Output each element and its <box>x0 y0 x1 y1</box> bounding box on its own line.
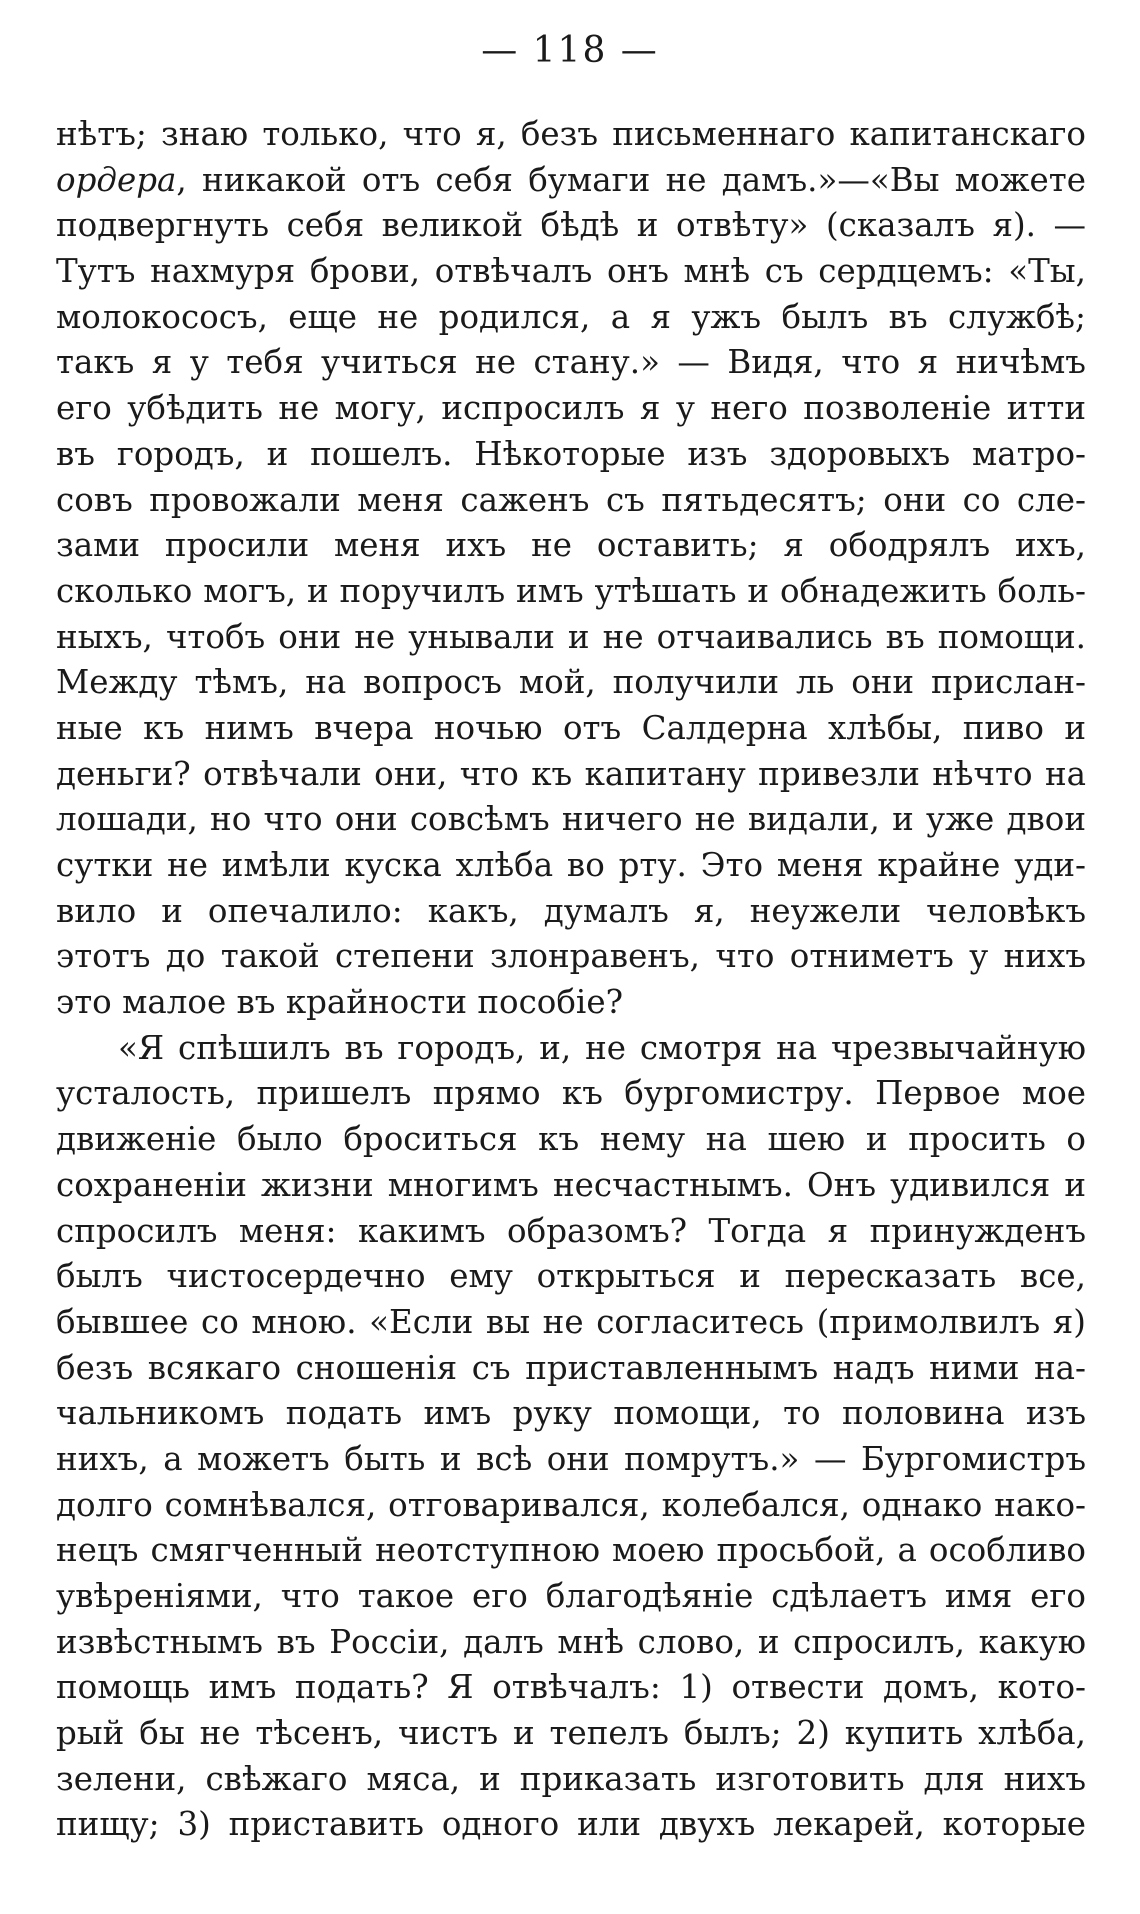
text-line: сколько могъ, и поручилъ имъ утѣшать и обнадежить боль- <box>56 571 1086 610</box>
text-line: ные къ нимъ вчера ночью отъ Салдерна хлѣбы, пиво и <box>56 708 1086 747</box>
text-line: увѣреніями, что такое его благодѣяніе сдѣлаетъ имя его <box>56 1577 1086 1615</box>
text-line: ордера, никакой отъ себя бумаги не дамъ.»—«Вы можете <box>56 160 1086 199</box>
paragraph-end-line: это малое въ крайности пособіе? <box>56 983 623 1022</box>
text-line: рый бы не тѣсенъ, чистъ и тепелъ былъ; 2) купить хлѣба, <box>56 1714 1086 1753</box>
text-line: этотъ до такой степени злонравенъ, что отниметъ у нихъ <box>56 937 1086 976</box>
body-text <box>56 112 1086 1848</box>
text-line: Тутъ нахмуря брови, отвѣчалъ онъ мнѣ съ сердцемъ: «Ты, <box>56 252 1086 291</box>
text-line: деньги? отвѣчали они, что къ капитану привезли нѣчто на <box>56 754 1086 793</box>
text-line: Между тѣмъ, на вопросъ мой, получили ль они прислан- <box>56 663 1086 702</box>
text-line: безъ всякаго сношенія съ приставленнымъ надъ ними на- <box>56 1348 1086 1387</box>
text-line: усталость, пришелъ прямо къ бургомистру. Первое мое <box>56 1074 1086 1113</box>
text-line: бывшее со мною. «Если вы не согласитесь (примолвилъ я) <box>56 1302 1086 1341</box>
text-line: нихъ, а можетъ быть и всѣ они помрутъ.» — Бургомистръ <box>56 1439 1086 1478</box>
text-line: спросилъ меня: какимъ образомъ? Тогда я принужденъ <box>56 1211 1086 1250</box>
text-line: нецъ смягченный неотступною моею просьбой, а особливо <box>56 1531 1086 1570</box>
text-line: ныхъ, чтобъ они не унывали и не отчаивались въ помощи. <box>56 617 1086 656</box>
text-line: зами просили меня ихъ не оставить; я ободрялъ ихъ, <box>56 526 1086 565</box>
text-line: извѣстнымъ въ Россіи, далъ мнѣ слово, и спросилъ, какую <box>56 1622 1086 1661</box>
paragraph-start-line: «Я спѣшилъ въ городъ, и, не смотря на чрезвычайную <box>118 1028 1086 1067</box>
text-line: долго сомнѣвался, отговаривался, колебался, однако нако- <box>56 1485 1086 1524</box>
text-line: былъ чистосердечно ему открыться и пересказать все, <box>56 1257 1086 1296</box>
text-line: совъ провожали меня саженъ съ пятьдесятъ; они со сле- <box>56 480 1086 519</box>
text-line: чальникомъ подать имъ руку помощи, то половина изъ <box>56 1394 1086 1433</box>
text-line: подвергнуть себя великой бѣдѣ и отвѣту» (сказалъ я). — <box>56 206 1086 245</box>
text-line: сутки не имѣли куска хлѣба во рту. Это меня крайне уди- <box>56 846 1086 884</box>
text-line: сохраненіи жизни многимъ несчастнымъ. Онъ удивился и <box>56 1165 1086 1204</box>
text-line: помощь имъ подать? Я отвѣчалъ: 1) отвести домъ, кото- <box>56 1668 1086 1707</box>
text-line: движеніе было броситься къ нему на шею и просить о <box>56 1120 1086 1159</box>
text-line: такъ я у тебя учиться не стану.» — Видя, что я ничѣмъ <box>56 343 1086 382</box>
text-line: вило и опечалило: какъ, думалъ я, неужели человѣкъ <box>56 891 1086 930</box>
text-line: пищу; 3) приставить одного или двухъ лекарей, которые <box>56 1805 1086 1844</box>
text-line: его убѣдить не могу, испросилъ я у него позволеніе итти <box>56 389 1086 428</box>
text-line: лошади, но что они совсѣмъ ничего не видали, и уже двои <box>56 800 1086 839</box>
text-line: въ городъ, и пошелъ. Нѣкоторые изъ здоровыхъ матро- <box>56 434 1086 473</box>
text-line: нѣтъ; знаю только, что я, безъ письменнаго капитанскаго <box>56 115 1086 153</box>
text-line: молокососъ, еще не родился, а я ужъ былъ въ службѣ; <box>56 297 1086 336</box>
page-number: — 118 — <box>481 30 659 71</box>
text-line: зелени, свѣжаго мяса, и приказать изготовить для нихъ <box>56 1759 1086 1798</box>
